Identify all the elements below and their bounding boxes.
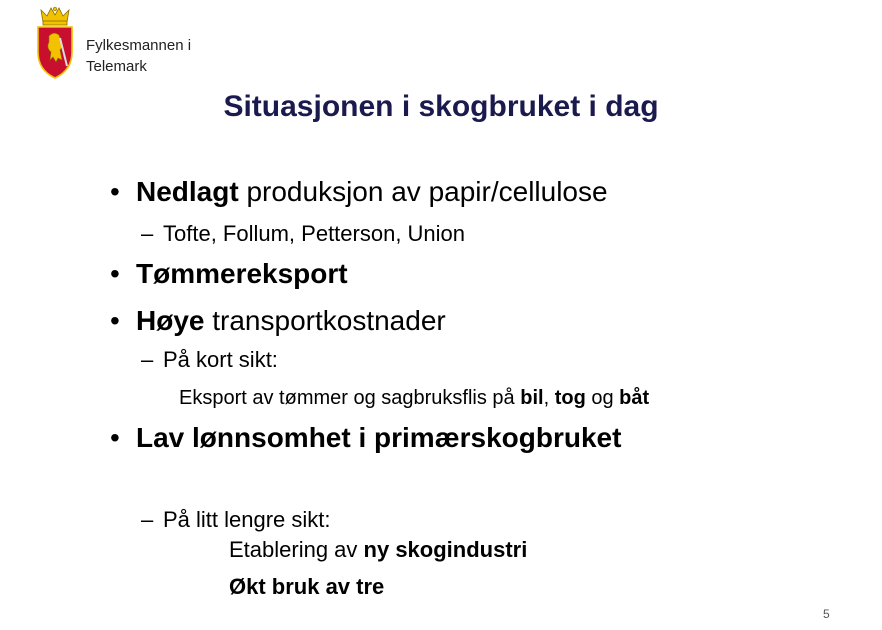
sub-bullet-short-term xyxy=(141,347,278,373)
organization-name xyxy=(86,35,191,77)
bullet-bold-text: Høye xyxy=(136,305,205,336)
coat-of-arms-icon xyxy=(34,6,76,80)
bullet-tommereksport xyxy=(110,258,348,290)
detail-text: , xyxy=(543,387,555,409)
bullet-marker: • xyxy=(110,305,120,336)
detail-text: Etablering av xyxy=(229,537,364,562)
dash-marker: – xyxy=(141,507,154,532)
bullet-lonnsomhet xyxy=(110,422,621,454)
org-line-1: Fylkesmannen i xyxy=(86,37,192,54)
sub-bullet-mills xyxy=(141,221,465,247)
org-line-2: Telemark xyxy=(86,58,147,75)
detail-bat: båt xyxy=(619,387,650,409)
page-number: 5 xyxy=(823,607,830,621)
detail-tog: tog xyxy=(554,387,586,409)
dash-marker: – xyxy=(141,221,154,246)
sub-bullet-longer-term xyxy=(141,507,331,533)
industry-detail xyxy=(229,537,527,563)
bullet-bold-text: Lav lønnsomhet i primærskogbruket xyxy=(136,422,622,453)
sub-bullet-text: På litt lengre sikt: xyxy=(163,507,331,532)
detail-text: Eksport av tømmer og sagbruksflis på xyxy=(179,387,521,409)
detail-bold-text: ny skogindustri xyxy=(363,537,528,562)
bullet-nedlagt xyxy=(110,176,608,208)
bullet-text: produksjon av papir/cellulose xyxy=(238,176,608,207)
detail-text: og xyxy=(585,387,620,409)
detail-bil: bil xyxy=(520,387,544,409)
slide-title: Situasjonen i skogbruket i dag xyxy=(223,90,659,123)
dash-marker: – xyxy=(141,347,154,372)
bullet-marker: • xyxy=(110,258,120,289)
bullet-bold-text: Nedlagt xyxy=(136,176,239,207)
export-detail xyxy=(179,387,649,410)
bullet-transport xyxy=(110,305,446,337)
detail-bold-text: Økt bruk av tre xyxy=(229,574,385,599)
bullet-marker: • xyxy=(110,422,120,453)
bullet-bold-text: Tømmereksport xyxy=(136,258,348,289)
sub-bullet-text: På kort sikt: xyxy=(163,347,278,372)
wood-use-detail xyxy=(229,574,384,600)
bullet-marker: • xyxy=(110,176,120,207)
bullet-text: transportkostnader xyxy=(204,305,446,336)
sub-bullet-text: Tofte, Follum, Petterson, Union xyxy=(163,221,466,246)
